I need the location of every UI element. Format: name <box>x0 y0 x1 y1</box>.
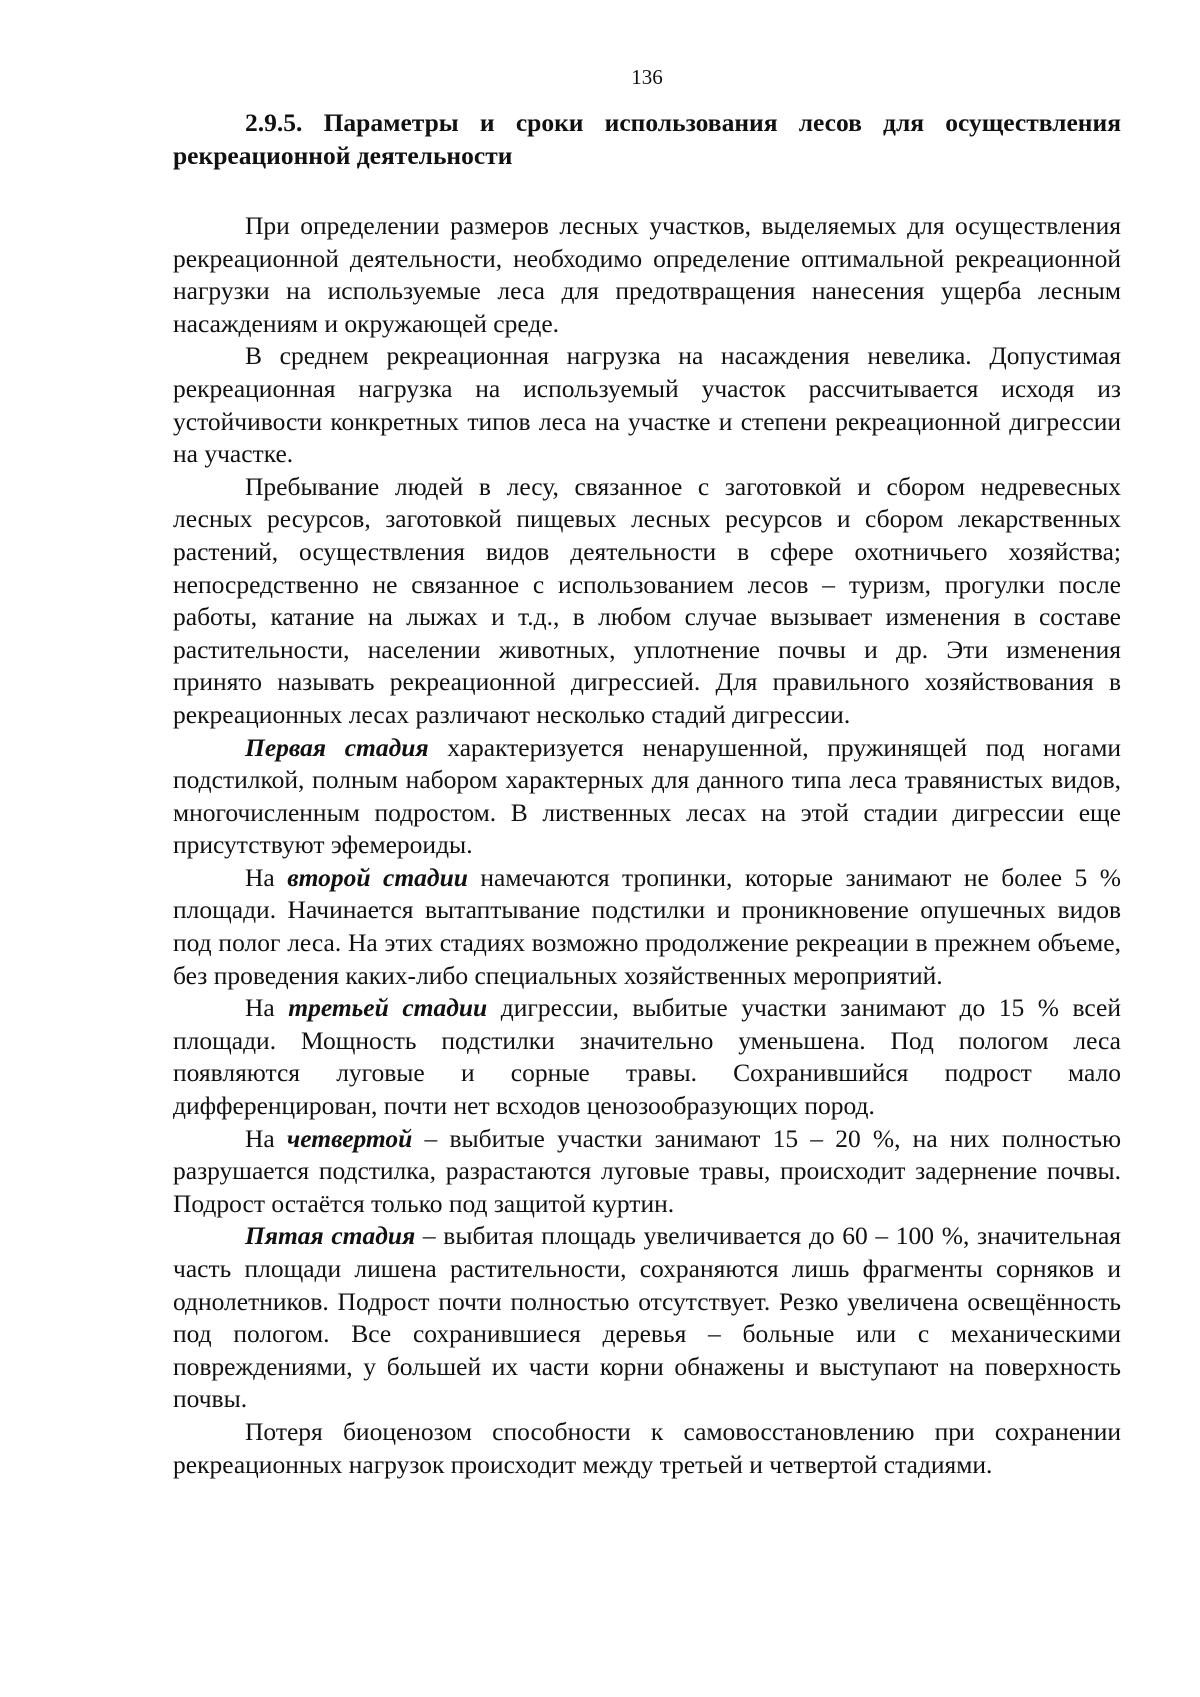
fourth-stage-term: четвертой <box>286 1123 413 1153</box>
paragraph-9: Потеря биоценозом способности к самовосстановлению при сохранении рекреационных нагрузок происходит между третьей и четвертой стадиями. <box>173 1416 1121 1479</box>
third-stage-text: дигрессии, выбитые участки занимают до 15 % всей площади. Мощность подстилки значительно уменьшена. Под пологом леса появляются луговые и сорные травы. Сохранившийся подрост мало дифференцирован, почти нет всходов ценозообразующих пород. <box>173 993 1122 1121</box>
first-stage-text: характеризуется ненарушенной, пружинящей под ногами подстилкой, полным набором характерных для данного типа леса травянистых видов, многочисленным подростом. В лиственных лесах на этой стадии дигрессии еще присутствуют эфемероиды. <box>173 732 1121 860</box>
paragraph-2: В среднем рекреационная нагрузка на насаждения невелика. Допустимая рекреационная нагрузка на используемый участок рассчитывается исходя из устойчивости конкретных типов леса на участке и степени рекреационной дигрессии на участке. <box>173 341 1121 469</box>
section-heading: 2.9.5. Параметры и сроки использования лесов для осуществления рекреационной деятельности <box>173 108 1121 170</box>
paragraph-8-fifth-stage <box>173 1220 1121 1416</box>
second-stage-prefix: На <box>245 862 288 892</box>
paragraph-4-first-stage <box>173 732 1121 862</box>
fifth-stage-term: Пятая стадия <box>245 1221 416 1251</box>
document-page <box>173 62 1121 1481</box>
third-stage-term: третьей стадии <box>288 993 488 1023</box>
paragraph-5-second-stage <box>173 862 1121 992</box>
fifth-stage-text: – выбитая площадь увеличивается до 60 – 100 %, значительная часть площади лишена растительности, сохраняются лишь фрагменты сорняков и однолетников. Подрост почти полностью отсутствует. Резко увеличена освещённость под пологом. Все сохранившиеся деревья – больные или с механическими повреждениями, у большей их части корни обнажены и выступают на поверхность почвы. <box>173 1221 1121 1414</box>
fourth-stage-prefix: На <box>245 1123 287 1153</box>
paragraph-3: Пребывание людей в лесу, связанное с заготовкой и сбором недревесных лесных ресурсов, заготовкой пищевых лесных ресурсов и сбором лекарственных растений, осуществления видов деятельности в сфере охотничьего хозяйства; непосредственно не связанное с использованием лесов – туризм, прогулки после работы, катание на лыжах и т.д., в любом случае вызывает изменения в составе растительности, населении животных, уплотнение почвы и др. Эти изменения принято называть рекреационной дигрессией. Для правильного хозяйствования в рекреационных лесах различают несколько стадий дигрессии. <box>173 471 1121 729</box>
paragraph-6-third-stage <box>173 992 1121 1122</box>
page-number: 136 <box>631 65 663 89</box>
first-stage-term: Первая стадия <box>245 732 429 762</box>
fourth-stage-text: – выбитые участки занимают 15 – 20 %, на них полностью разрушается подстилка, разрастаются луговые травы, происходит задернение почвы. Подрост остаётся только под защитой куртин. <box>173 1123 1122 1218</box>
paragraph-7-fourth-stage <box>173 1123 1121 1221</box>
third-stage-prefix: На <box>245 993 289 1023</box>
second-stage-term: второй стадии <box>287 862 468 892</box>
second-stage-text: намечаются тропинки, которые занимают не более 5 % площади. Начинается вытаптывание подстилки и проникновение опушечных видов под полог леса. На этих стадиях возможно продолжение рекреации в прежнем объеме, без проведения каких-либо специальных хозяйственных мероприятий. <box>173 862 1121 990</box>
paragraph-1: При определении размеров лесных участков, выделяемых для осуществления рекреационной деятельности, необходимо определение оптимальной рекреационной нагрузки на используемые леса для предотвращения нанесения ущерба лесным насаждениям и окружающей среде. <box>173 211 1121 338</box>
